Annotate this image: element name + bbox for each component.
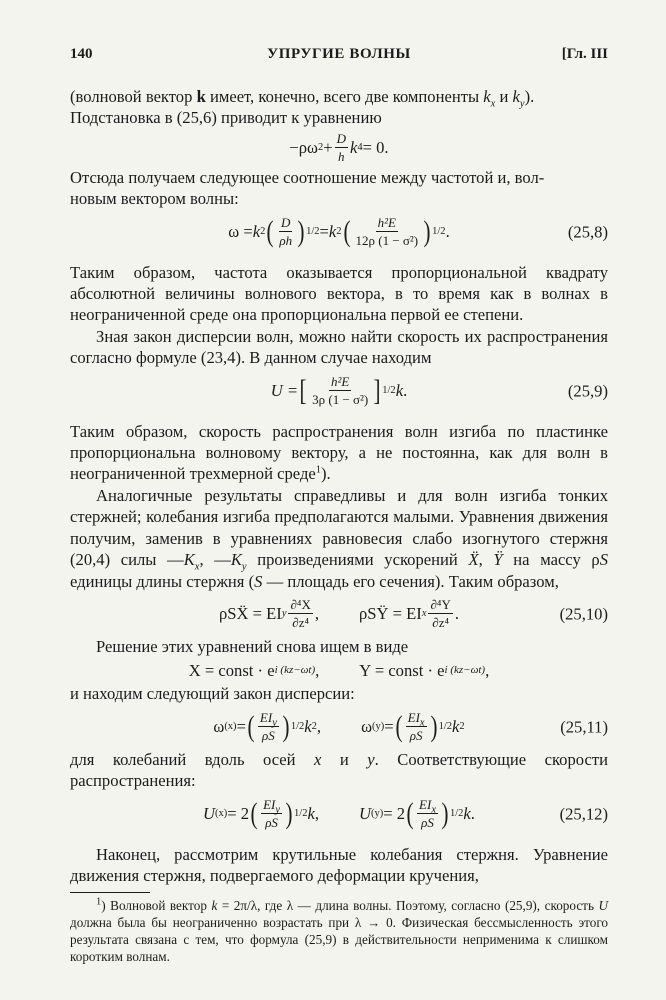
- footnote-mark: 1: [96, 896, 102, 908]
- paragraph-2: Отсюда получаем следующее соотношение между частотой и, вол- новым вектором волны:: [70, 167, 545, 209]
- paragraph-3: Таким образом, частота оказывается пропорциональной квадрату абсолютной величины волнового вектора, в то время как в волнах в неограниченной среде она пропорциональна первой ее степени.: [70, 262, 608, 325]
- paragraph-10: Наконец, рассмотрим крутильные колебания стержня. Уравнение движения стержня, подвергаемого деформации кручения,: [70, 844, 608, 885]
- equation-25-8: ω = k 2 ( $\frac{D}{\rho h}$ ) 1/2 = k 2 ( $\frac{\text{h²E}}{\text{12ρ (1 − σ²)}}$ ) 1/2 . (25,8): [228, 214, 608, 249]
- equation-number: (25,9): [567, 380, 608, 400]
- equation-25-9: U = [ $\frac{\text{h²E}}{\text{3ρ (1 − σ²)}}$ ] 1/2 k . (25,9): [270, 373, 608, 408]
- paragraph-8: и находим следующий закон дисперсии:: [70, 684, 355, 704]
- equation-bending-plate: −ρω 2 + $\frac{D}{h}$ k 4 = 0.: [289, 131, 389, 165]
- footnote: $^1$) Волновой вектор k = 2π/λ, где λ — длина волны. Поэтому, согласно (25,9), скорость U должна была бы неограниченно возрастать при λ → 0. Физическая бессмысленность этого результата связана с тем, что формула (25,9) в действительности неприменима к слишком коротким волнам.: [70, 896, 609, 965]
- equation-solution: X = const · e i (kz−ωt) , Y = const · e i (kz−ωt) ,: [188, 660, 490, 680]
- equation-number: (25,12): [559, 803, 608, 823]
- chapter-label: [Гл. III: [561, 46, 608, 62]
- equation-number: (25,8): [567, 221, 608, 241]
- running-header: [70, 46, 608, 70]
- paragraph-4: Зная закон дисперсии волн, можно найти скорость их распространения согласно формуле (23,4). В данном случае находим: [70, 326, 608, 368]
- paragraph-6: Аналогичные результаты справедливы и для волн изгиба тонких стержней; колебания изгиба предполагаются малыми. Уравнения движения получим, заменив в уравнениях равновесия слабо изогнутого стержня (20,4) силы $—K_x$, $—K_y$ произведениями ускорений Ẍ, Ÿ на массу ρS единицы длины стержня (S — площадь его сечения). Таким образом,: [70, 485, 608, 591]
- equation-25-10: ρSẌ = EI y $\frac{\text{∂⁴X}}{\text{∂z⁴}}$ , ρSŸ = EI x $\frac{\text{∂⁴Y}}{\text{∂z⁴}}$ . (25,10): [219, 597, 608, 631]
- equation-number: (25,11): [560, 717, 608, 737]
- footnote-rule: [70, 892, 150, 893]
- page-number: 140: [70, 46, 93, 62]
- running-title: УПРУГИЕ ВОЛНЫ: [267, 46, 411, 62]
- paragraph-9: для колебаний вдоль осей x и y. Соответствующие скорости распространения:: [70, 749, 608, 791]
- page-body: [70, 86, 608, 965]
- equation-number: (25,10): [559, 604, 608, 624]
- equation-25-11: ω (x) = ( $\frac{EI_y}{\rho S}$ ) 1/2 k 2 , ω (y) = ( $\frac{EI_x}{\rho S}$ ) 1/2 k 2 (25,11): [213, 709, 608, 744]
- paragraph-7: Решение этих уравнений снова ищем в виде: [96, 636, 409, 656]
- paragraph-1: (волновой вектор k имеет, конечно, всего две компоненты $k_x$ и $k_y$). Подстановка в (25,6) приводит к уравнению: [70, 87, 535, 128]
- equation-25-12: U (x) = 2 ( $\frac{EI_y}{\rho S}$ ) 1/2 k , U (y) = 2 ( $\frac{EI_x}{\rho S}$ ) 1/2 k . (25,12): [203, 796, 608, 831]
- paragraph-5: Таким образом, скорость распространения волн изгиба по пластинке пропорциональна волновому вектору, а не постоянна, как для волн в неограниченной трехмерной среде$^1$).: [70, 421, 608, 484]
